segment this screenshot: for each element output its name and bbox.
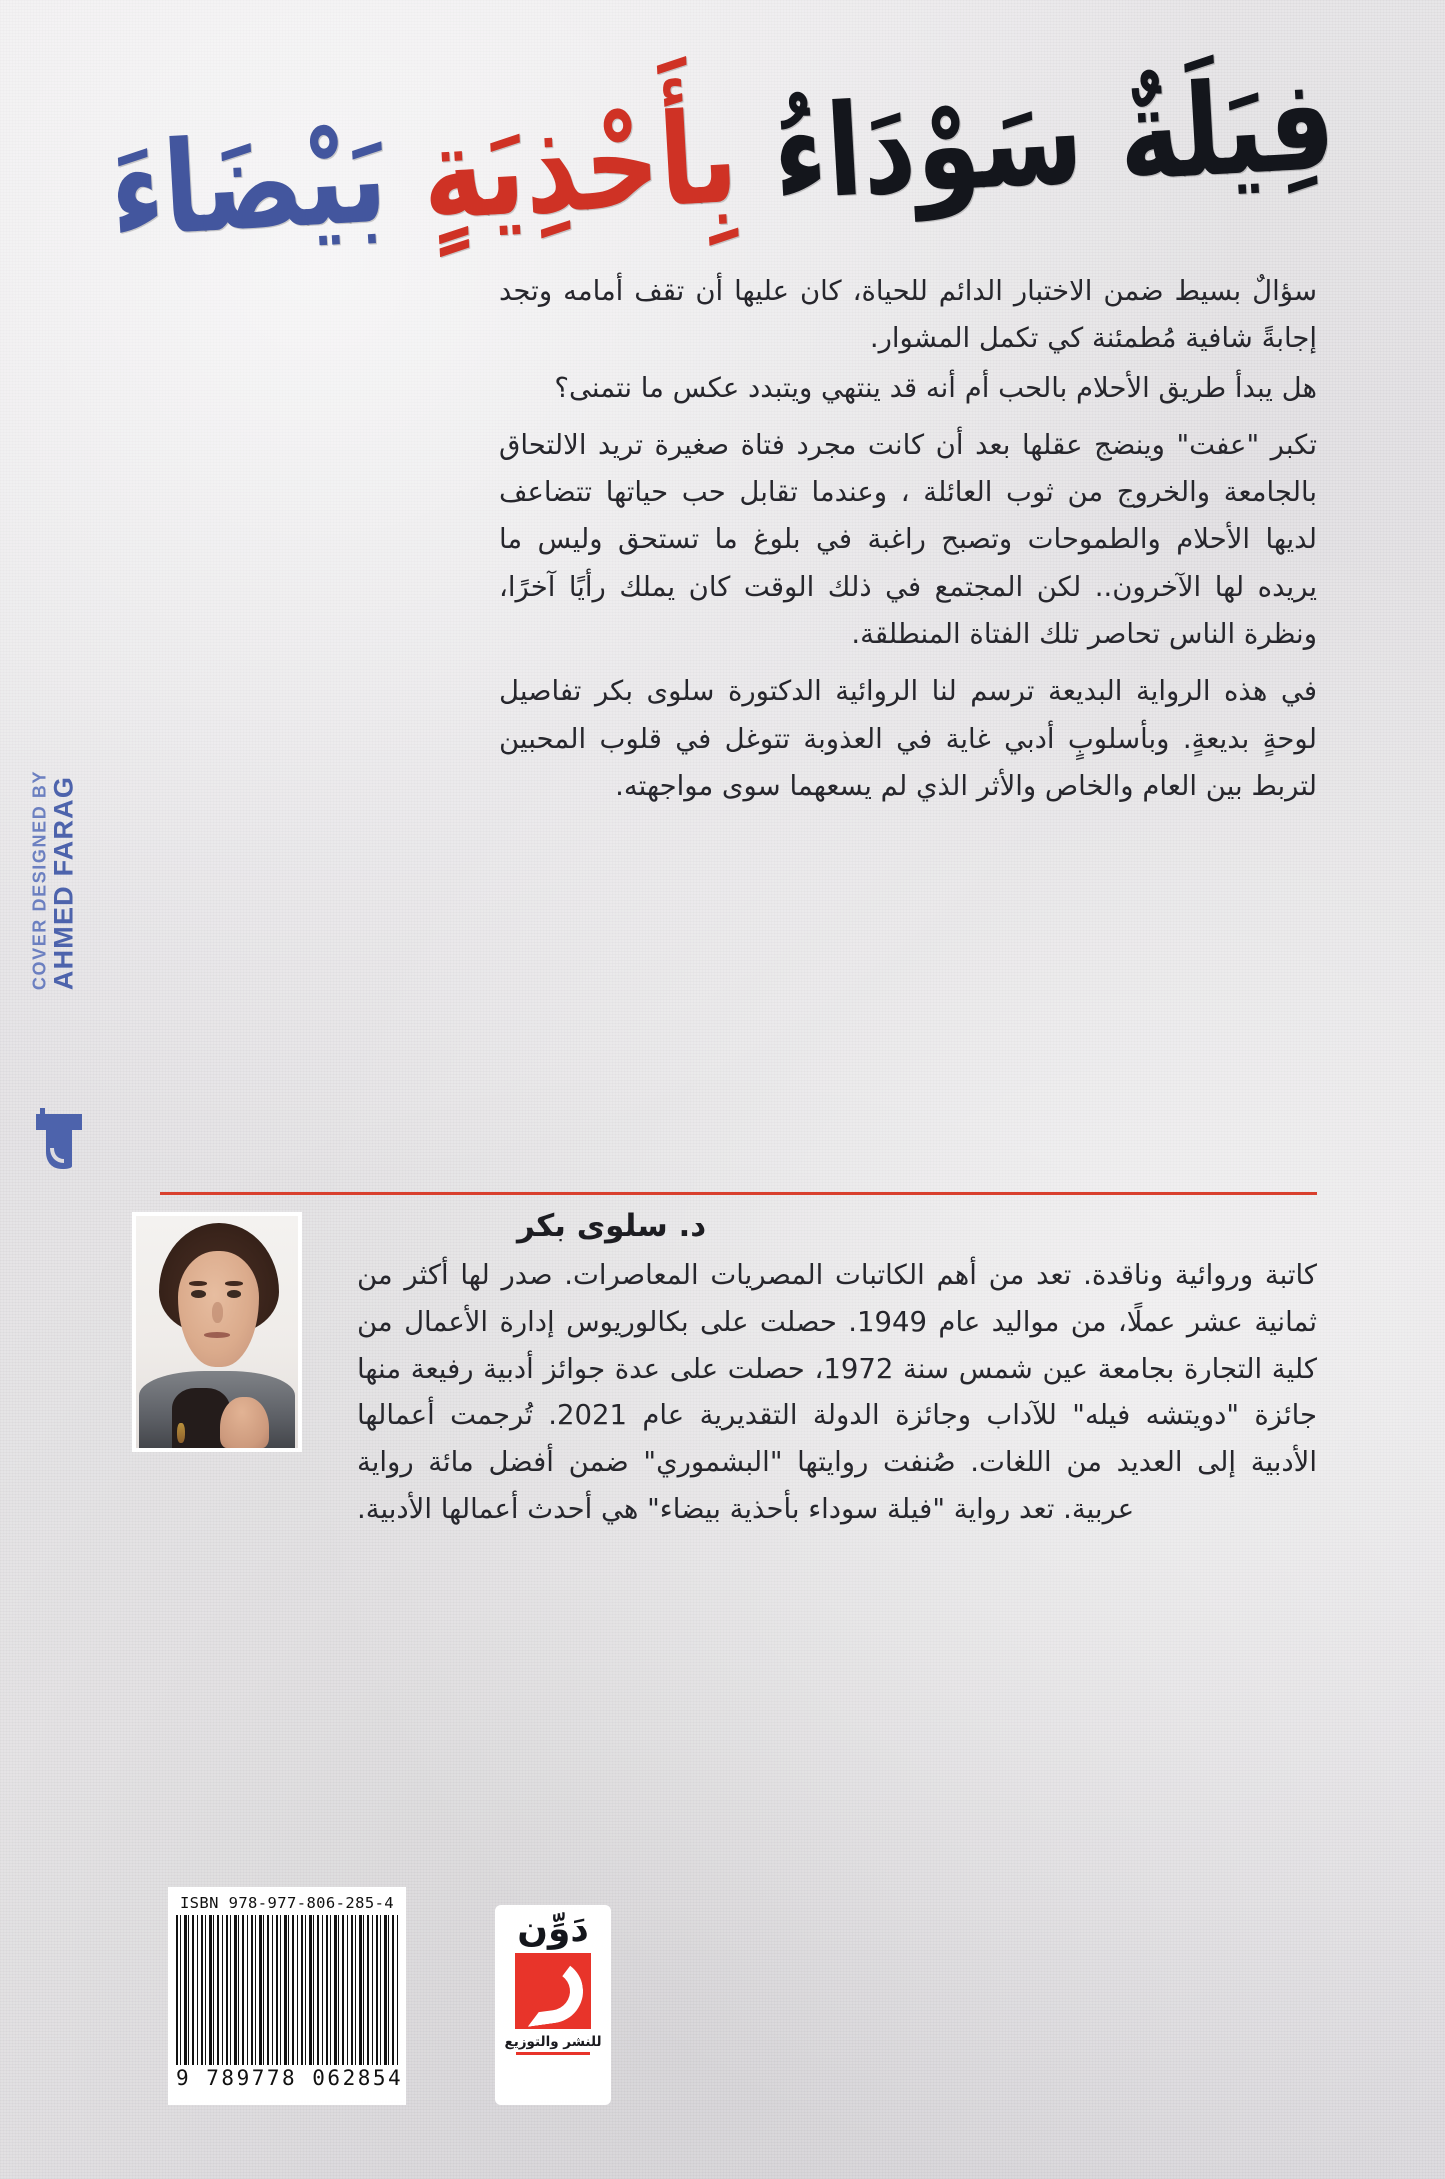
publisher-wordmark: دَوِّن (517, 1909, 589, 1950)
author-bio-text: كاتبة وروائية وناقدة. تعد من أهم الكاتبات المصريات المعاصرات. صدر لها أكثر من ثمانية عشر عملًا، من مواليد عام 1949. حصلت على بكالوريوس إدارة الأعمال من كلية التجارة بجامعة عين شمس سنة 1972، حصلت على عدة جوائز أدبية رفيعة منها جائزة "دويتشه فيله" للآداب وجائزة الدولة التقديرية عام 2021. تُرجمت أعمالها الأدبية إلى العديد من اللغات. صُنفت روايتها "البشموري" ضمن أفضل مائة رواية عربية. تعد رواية "فيلة سوداء بأحذية بيضاء" هي أحدث أعمالها الأدبية. (357, 1259, 1318, 1525)
portrait-nose (212, 1302, 223, 1323)
publisher-swoosh-shape (519, 1955, 587, 2027)
section-divider (160, 1192, 1317, 1195)
portrait-brow-left (189, 1281, 207, 1286)
af-monogram-icon (32, 1108, 90, 1170)
portrait-brow-right (225, 1281, 243, 1286)
book-title-line (106, 49, 1339, 267)
isbn-barcode (168, 1887, 406, 2105)
designer-credit-name: AHMED FARAG (48, 775, 79, 991)
designer-credit-prefix: COVER DESIGNED BY (29, 769, 50, 991)
barcode-digits: 9 789778 062854 (176, 2066, 404, 2090)
portrait-eye-left (191, 1290, 206, 1298)
title-word-4: بَيْضَاءَ (106, 102, 391, 267)
publisher-underline (516, 2052, 590, 2055)
blurb-paragraph-1: سؤالٌ بسيط ضمن الاختبار الدائم للحياة، كان عليها أن تقف أمامه وتجد إجابةً شافية مُطمئنة كي تكمل المشوار. (499, 275, 1317, 355)
portrait-necklace (177, 1423, 185, 1444)
blurb-paragraph-4: في هذه الرواية البديعة ترسم لنا الروائية الدكتورة سلوى بكر تفاصيل لوحةٍ بديعةٍ. وبأسلوبٍ أدبي غاية في العذوبة تتوغل في قلوب المحبين لتربط بين العام والخاص والأثر الذي لم يسعهما سوى مواجهته. (499, 675, 1317, 802)
title-word-1: فِيَلَةٌ (1114, 49, 1339, 210)
publisher-logo (495, 1905, 611, 2105)
publisher-mark-icon (515, 1953, 591, 2029)
author-name: د. سلوى بكر (517, 1208, 707, 1244)
barcode-bars (176, 1915, 398, 2065)
author-bio (357, 1252, 1317, 1533)
isbn-label: ISBN 978-977-806-285-4 (179, 1894, 395, 1912)
portrait-mouth (204, 1332, 230, 1338)
blurb-paragraph-2: هل يبدأ طريق الأحلام بالحب أم أنه قد ينتهي ويتبدد عكس ما نتمنى؟ (554, 371, 1317, 404)
author-photo (132, 1212, 302, 1452)
blurb-paragraph-3: تكبر "عفت" وينضج عقلها بعد أن كانت مجرد فتاة صغيرة تريد الالتحاق بالجامعة والخروج من ثوب العائلة ، وعندما تقابل حب حياتها تتضاعف لديها الأحلام والطموحات وتصبح راغبة في بلوغ ما تستحق وليس ما يريده لها الآخرون.. لكن المجتمع في ذلك الوقت كان يملك رأيًا آخرًا، ونظرة الناس تحاصر تلك الفتاة المنطلقة. (499, 428, 1317, 651)
publisher-tagline: للنشر والتوزيع (504, 2033, 602, 2050)
title-word-3: بِأَحْذِيَةٍ (418, 82, 742, 249)
author-portrait-illustration (136, 1216, 298, 1448)
book-title (106, 49, 1339, 282)
designer-credit (24, 680, 84, 1080)
blurb-text (499, 268, 1317, 820)
portrait-hand (220, 1397, 269, 1448)
title-word-2: سَوْدَاءُ (769, 63, 1087, 230)
